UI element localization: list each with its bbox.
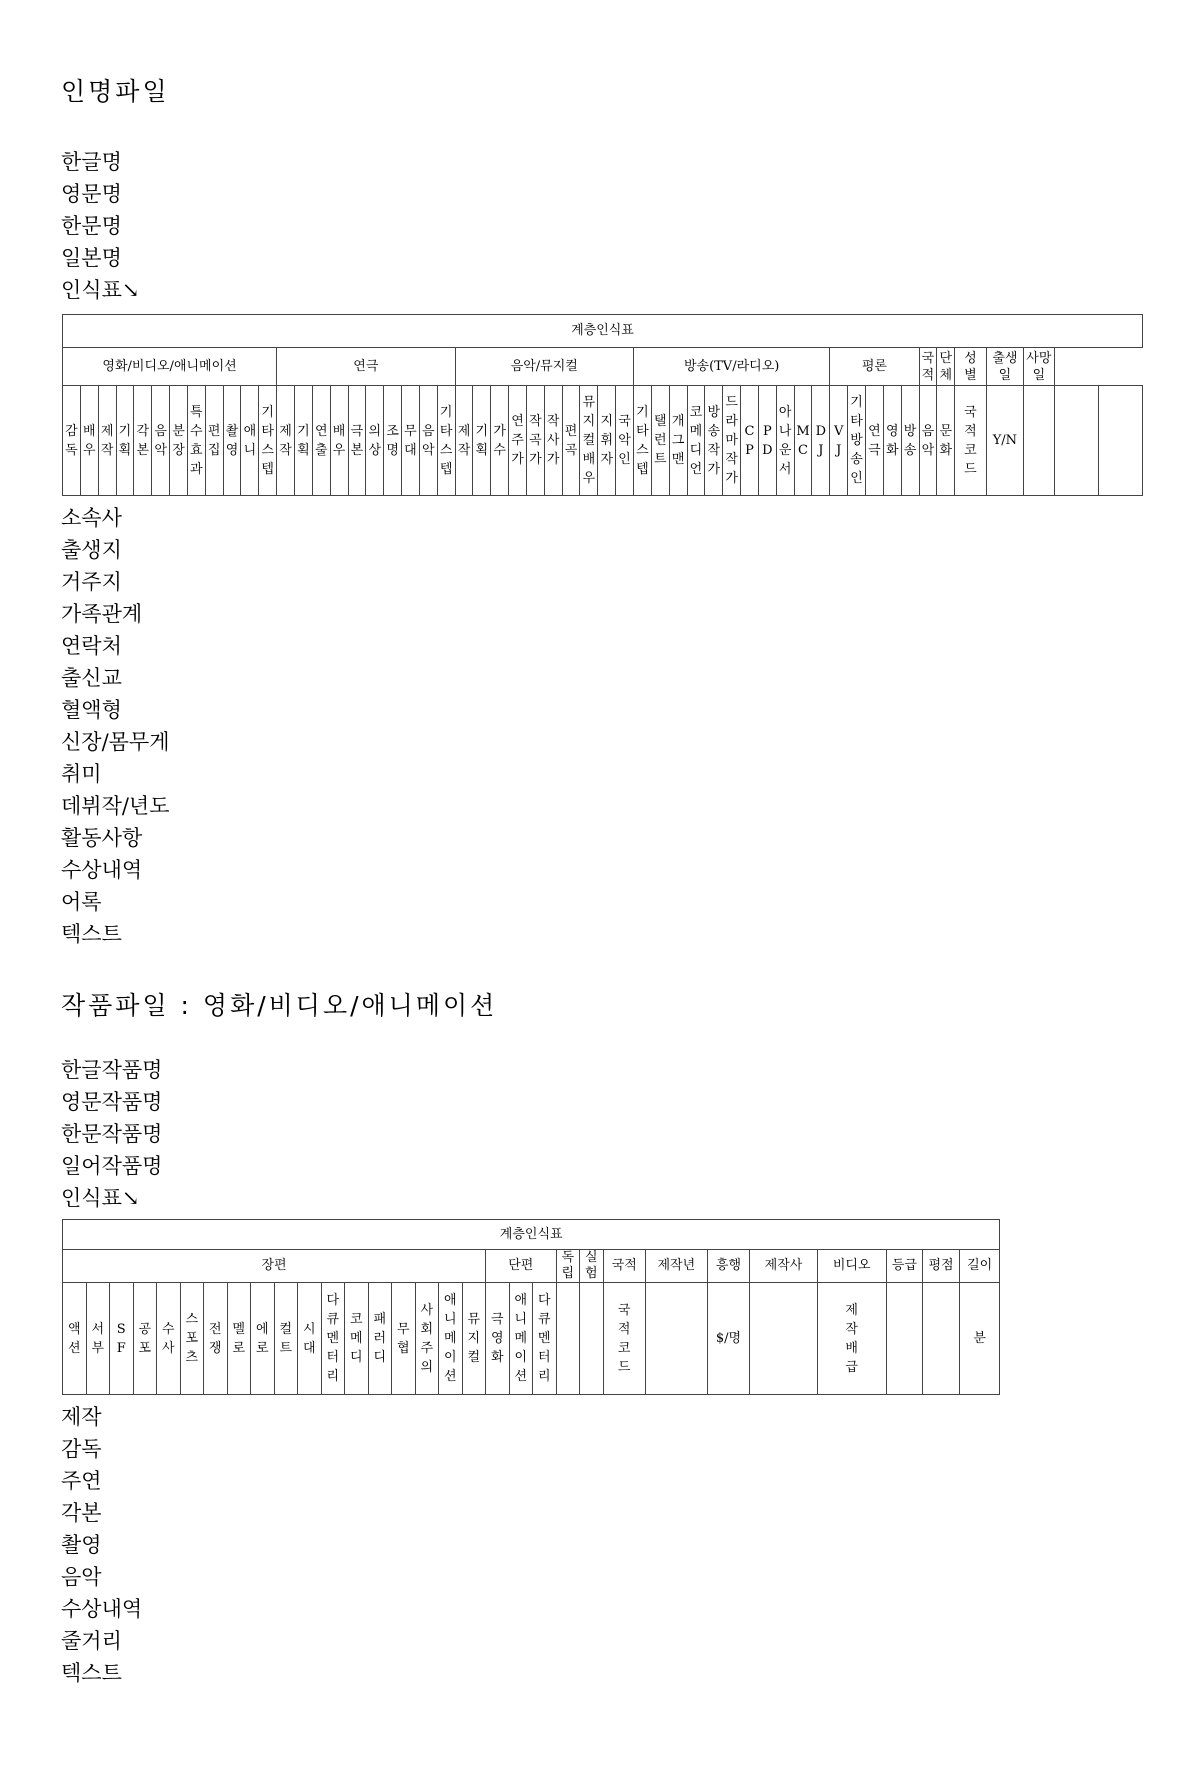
table-cell	[723, 386, 741, 496]
cell-label: 뮤지컬배우	[582, 395, 596, 486]
table-cell	[883, 386, 901, 496]
table-cell	[645, 1283, 707, 1395]
person-section-title: 인명파일	[61, 77, 170, 106]
table-cell	[116, 386, 134, 496]
table-cell	[187, 386, 205, 496]
cell-label: 기획	[297, 423, 310, 458]
cell-label: 다큐멘터리	[537, 1293, 551, 1384]
work-field-label: 감독	[61, 1437, 102, 1461]
table-group-header	[603, 1250, 645, 1283]
table-group-header	[634, 348, 830, 386]
table-cell	[544, 386, 562, 496]
table-cell	[865, 386, 883, 496]
table-cell	[741, 386, 759, 496]
table-cell	[312, 386, 330, 496]
group-label: 길이	[967, 1258, 993, 1273]
table-cell	[817, 1283, 886, 1395]
cell-label: 국적코드	[617, 1302, 631, 1375]
cell-label: 특수효과	[190, 404, 203, 477]
table-cell	[886, 1283, 923, 1395]
cell-label: 극영화	[490, 1312, 504, 1365]
table-group-header	[277, 348, 455, 386]
work-field-label: 음악	[61, 1565, 102, 1589]
person-field-label: 어록	[61, 890, 102, 914]
group-label: 독립	[561, 1250, 575, 1281]
table-group-header	[986, 348, 1024, 386]
cell-label: 국악인	[618, 414, 631, 467]
work-field-label: 수상내역	[61, 1597, 143, 1621]
cell-label: 에로	[255, 1321, 269, 1356]
table-cell	[170, 386, 188, 496]
table-cell	[580, 1283, 604, 1395]
work-field-label: 인식표↘	[61, 1186, 140, 1210]
group-label: 제작사	[764, 1258, 803, 1273]
cell-label: SF	[116, 1321, 126, 1356]
cell-label: 극본	[350, 423, 364, 458]
table-group-header	[556, 1250, 580, 1283]
table-cell	[533, 1283, 557, 1395]
table-cell	[598, 386, 616, 496]
table-cell	[509, 386, 527, 496]
group-label: 국적	[921, 350, 935, 383]
table-group-header	[919, 348, 937, 386]
cell-label: 컬트	[279, 1321, 293, 1356]
cell-label: 코메디언	[689, 404, 703, 477]
cell-label: 편곡	[564, 423, 578, 458]
table-group-header	[923, 1250, 960, 1283]
table-cell	[634, 386, 652, 496]
table-cell	[616, 386, 634, 496]
group-label: 평점	[928, 1258, 954, 1273]
cell-label: 배우	[82, 423, 96, 458]
person-index-table	[62, 314, 1143, 496]
person-field-label: 취미	[61, 762, 102, 786]
work-field-label: 한글작품명	[61, 1058, 163, 1082]
table-cell	[687, 386, 705, 496]
table-cell	[848, 386, 866, 496]
table-group-header	[1024, 348, 1054, 386]
cell-label: 분	[973, 1330, 986, 1346]
table-cell	[80, 386, 98, 496]
cell-label: 작곡가	[529, 414, 542, 467]
cell-label: 제작배급	[845, 1302, 858, 1375]
table-cell	[204, 1283, 228, 1395]
table-group-header	[959, 1250, 999, 1283]
person-field-label: 혈액형	[61, 698, 122, 722]
cell-label: 기타스텝	[261, 404, 274, 477]
table-cell	[812, 386, 830, 496]
table-cell	[705, 386, 723, 496]
table-cell	[437, 386, 455, 496]
table-cell	[205, 386, 223, 496]
cell-label: 무협	[396, 1321, 410, 1356]
cell-label: 제작	[279, 423, 292, 458]
cell-label: 영화	[885, 423, 899, 458]
table-cell	[439, 1283, 463, 1395]
cell-label: 패러디	[373, 1312, 387, 1365]
cell-label: 기타스텝	[439, 404, 453, 477]
person-field-label: 연락처	[61, 634, 122, 658]
table-cell	[580, 386, 598, 496]
person-field-label: 소속사	[61, 506, 122, 530]
group-label: 성별	[964, 350, 977, 383]
table-cell	[330, 386, 348, 496]
cell-label: 배우	[332, 423, 346, 458]
table-cell	[180, 1283, 204, 1395]
cell-label: 기획	[475, 423, 489, 458]
cell-label: 다큐멘터리	[326, 1293, 340, 1384]
group-label: 등급	[891, 1258, 917, 1273]
person-field-label: 한글명	[61, 150, 122, 174]
cell-label: 국적코드	[964, 404, 977, 477]
person-fields-top	[61, 146, 139, 306]
cell-label: 스포츠	[185, 1312, 199, 1365]
cell-label: 편집	[207, 423, 221, 458]
table-cell	[509, 1283, 533, 1395]
table-cell	[134, 386, 152, 496]
table-cell	[251, 1283, 275, 1395]
table-group-header	[486, 1250, 557, 1283]
table-cell	[526, 386, 544, 496]
table-cell	[651, 386, 669, 496]
person-field-label: 인식표↘	[61, 278, 140, 302]
table-cell	[1099, 386, 1143, 496]
work-field-label: 주연	[61, 1469, 102, 1493]
work-fields-bottom	[61, 1401, 142, 1689]
cell-label: 기획	[118, 423, 132, 458]
work-section-title: 작품파일 : 영화/비디오/애니메이션	[61, 991, 498, 1020]
cell-label: 서부	[91, 1321, 105, 1356]
table-cell	[294, 386, 312, 496]
group-label: 사망일	[1026, 350, 1052, 383]
table-cell	[955, 386, 986, 496]
table-group-header	[937, 348, 955, 386]
work-index-table	[62, 1219, 1000, 1395]
table-cell	[241, 386, 259, 496]
person-field-label: 한문명	[61, 214, 122, 238]
table-cell	[455, 386, 473, 496]
table-cell	[133, 1283, 157, 1395]
table-cell	[259, 386, 277, 496]
cell-label: $/명	[715, 1330, 742, 1346]
table-cell	[277, 386, 295, 496]
table-cell	[366, 386, 384, 496]
cell-label: 가수	[493, 423, 506, 458]
cell-label: 액션	[67, 1321, 81, 1356]
table-cell	[669, 386, 687, 496]
table-group-header	[750, 1250, 818, 1283]
person-field-label: 수상내역	[61, 858, 143, 882]
table-cell	[707, 1283, 749, 1395]
group-label: 단체	[939, 350, 953, 383]
cell-label: 아나운서	[778, 404, 792, 477]
table-group-header	[886, 1250, 923, 1283]
cell-label: 음악	[921, 423, 935, 458]
table-group-header	[63, 1250, 486, 1283]
table-group-header	[63, 348, 277, 386]
person-field-label: 활동사항	[61, 826, 143, 850]
cell-label: 음악	[154, 423, 167, 458]
person-field-label: 텍스트	[61, 922, 122, 946]
work-field-label: 줄거리	[61, 1629, 122, 1653]
person-field-label: 일본명	[61, 246, 122, 270]
table-group-header	[955, 348, 986, 386]
cell-label: 기타방송인	[850, 395, 863, 486]
cell-label: 애니메이션	[514, 1293, 528, 1384]
cell-label: 연극	[868, 423, 881, 458]
cell-label: 분장	[172, 423, 185, 458]
cell-label: 방송	[903, 423, 917, 458]
cell-label: 촬영	[225, 423, 239, 458]
cell-label: 멜로	[232, 1321, 246, 1356]
cell-label: 드라마작가	[725, 395, 738, 486]
table-cell	[830, 386, 848, 496]
table-cell	[959, 1283, 999, 1395]
cell-label: 지휘자	[600, 414, 614, 467]
group-label: 제작년	[657, 1258, 696, 1273]
cell-label: 문화	[939, 423, 953, 458]
person-field-label: 출생지	[61, 538, 122, 562]
table-cell	[110, 1283, 134, 1395]
cell-label: 무대	[404, 423, 417, 458]
cell-label: 방송작가	[707, 404, 721, 477]
cell-label: Y/N	[992, 432, 1018, 448]
cell-label: 제작	[100, 423, 114, 458]
table-cell	[402, 386, 420, 496]
cell-label: 음악	[422, 423, 435, 458]
table-cell	[758, 386, 776, 496]
cell-label: 뮤지컬	[467, 1312, 481, 1365]
table-cell	[562, 386, 580, 496]
cell-label: 의상	[368, 423, 382, 458]
table-group-header	[817, 1250, 886, 1283]
group-label: 출생일	[992, 350, 1018, 383]
cell-label: 제작	[457, 423, 471, 458]
table-cell	[274, 1283, 298, 1395]
table-cell	[919, 386, 937, 496]
person-field-label: 신장/몸무게	[61, 730, 170, 754]
group-label: 장편	[261, 1258, 287, 1273]
cell-label: 감독	[65, 423, 78, 458]
table-cell	[750, 1283, 818, 1395]
cell-label: 시대	[302, 1321, 316, 1356]
table-cell	[419, 386, 437, 496]
cell-label: 코메디	[349, 1312, 363, 1365]
table-cell	[348, 386, 366, 496]
person-field-label: 거주지	[61, 570, 122, 594]
table-group-header	[645, 1250, 707, 1283]
person-field-label: 영문명	[61, 182, 122, 206]
table-cell	[415, 1283, 439, 1395]
work-field-label: 일어작품명	[61, 1154, 163, 1178]
table-cell	[603, 1283, 645, 1395]
group-label: 국적	[611, 1258, 637, 1273]
work-field-label: 각본	[61, 1501, 102, 1525]
group-label: 평론	[861, 358, 887, 374]
cell-label: CP	[744, 423, 755, 458]
group-label: 음악/뮤지컬	[510, 358, 578, 374]
cell-label: 사회주의	[420, 1302, 434, 1375]
table-group-header	[455, 348, 633, 386]
cell-label: VJ	[834, 423, 844, 458]
cell-label: 전쟁	[208, 1321, 222, 1356]
table-cell	[794, 386, 812, 496]
work-table-title: 계층인식표	[63, 1220, 1000, 1250]
work-field-label: 텍스트	[61, 1661, 122, 1685]
group-label: 비디오	[832, 1258, 871, 1273]
person-field-label: 출신교	[61, 666, 122, 690]
table-cell	[923, 1283, 960, 1395]
table-cell	[63, 1283, 87, 1395]
person-field-label: 가족관계	[61, 602, 143, 626]
person-field-label: 데뷔작/년도	[61, 794, 170, 818]
table-cell	[462, 1283, 486, 1395]
cell-label: 작사가	[546, 414, 560, 467]
cell-label: PD	[762, 423, 773, 458]
table-cell	[556, 1283, 580, 1395]
table-cell	[152, 386, 170, 496]
group-label: 실험	[584, 1250, 598, 1281]
table-cell	[345, 1283, 369, 1395]
cell-label: 각본	[136, 423, 150, 458]
cell-label: MC	[796, 423, 810, 458]
table-cell	[901, 386, 919, 496]
table-cell	[486, 1283, 510, 1395]
table-group-header	[707, 1250, 749, 1283]
group-label: 방송(TV/라디오)	[683, 358, 780, 374]
table-cell	[937, 386, 955, 496]
table-cell	[86, 1283, 110, 1395]
group-label: 영화/비디오/애니메이션	[102, 358, 237, 374]
table-cell	[776, 386, 794, 496]
cell-label: 애니	[243, 423, 257, 458]
work-fields-top	[61, 1054, 162, 1214]
work-field-label: 영문작품명	[61, 1090, 163, 1114]
table-cell	[227, 1283, 251, 1395]
cell-label: 연출	[314, 423, 328, 458]
work-field-label: 촬영	[61, 1533, 102, 1557]
table-cell	[473, 386, 491, 496]
table-cell	[98, 386, 116, 496]
table-cell	[321, 1283, 345, 1395]
cell-label: 기타스텝	[636, 404, 649, 477]
cell-label: 탤런트	[653, 414, 667, 467]
table-cell	[986, 386, 1024, 496]
work-field-label: 한문작품명	[61, 1122, 163, 1146]
cell-label: 공포	[138, 1321, 152, 1356]
cell-label: 수사	[161, 1321, 175, 1356]
table-cell	[392, 1283, 416, 1395]
table-cell	[63, 386, 81, 496]
table-group-header	[580, 1250, 604, 1283]
table-cell	[368, 1283, 392, 1395]
cell-label: DJ	[815, 423, 827, 458]
table-cell	[491, 386, 509, 496]
table-cell	[384, 386, 402, 496]
person-table-title: 계층인식표	[63, 315, 1143, 348]
group-label: 흥행	[715, 1258, 742, 1273]
table-group-header	[830, 348, 919, 386]
cell-label: 개그맨	[671, 414, 685, 467]
work-field-label: 제작	[61, 1405, 102, 1429]
table-cell	[157, 1283, 181, 1395]
group-label: 연극	[353, 358, 379, 374]
table-cell	[298, 1283, 322, 1395]
table-cell	[1054, 386, 1099, 496]
cell-label: 애니메이션	[443, 1293, 457, 1384]
cell-label: 조명	[386, 423, 399, 458]
table-cell	[223, 386, 241, 496]
cell-label: 연주가	[511, 414, 524, 467]
table-cell	[1024, 386, 1054, 496]
group-label: 단편	[508, 1258, 534, 1273]
person-fields-bottom	[61, 502, 170, 950]
